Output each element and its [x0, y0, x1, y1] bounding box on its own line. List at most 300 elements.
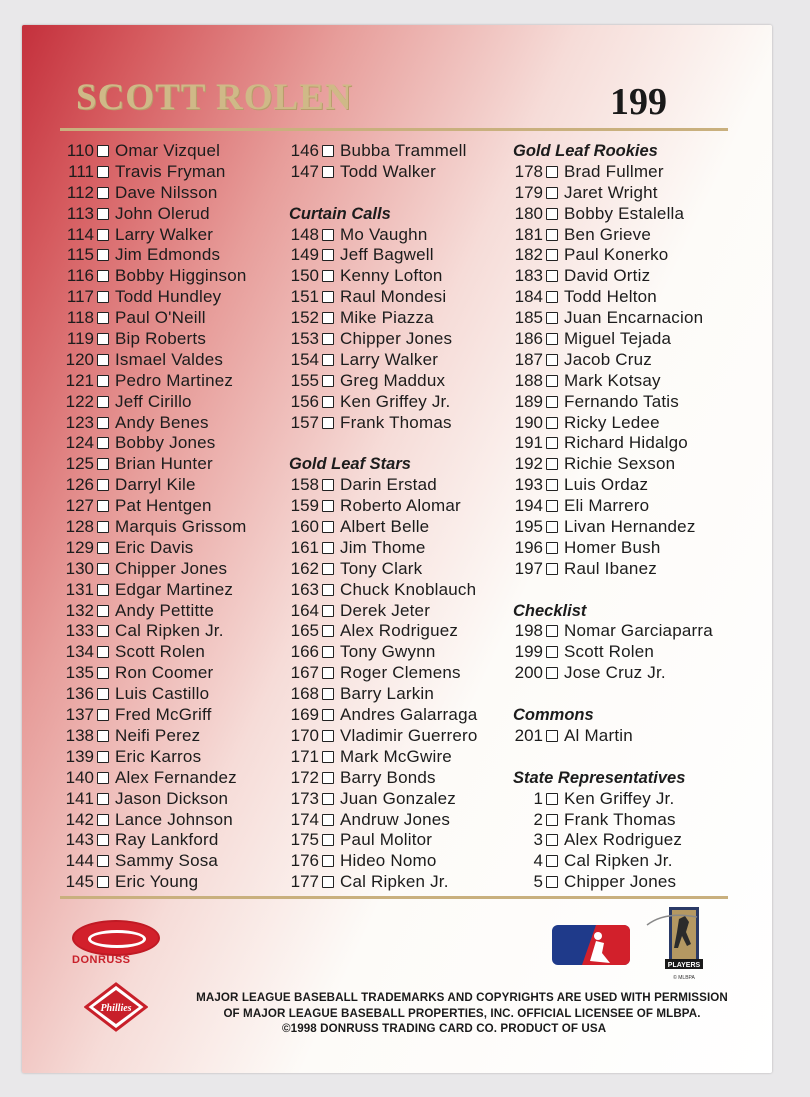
- checkbox[interactable]: [97, 249, 109, 261]
- checkbox[interactable]: [97, 479, 109, 491]
- checkbox[interactable]: [322, 291, 334, 303]
- card-entry-number: 116: [66, 266, 94, 286]
- checklist-row: [64, 621, 294, 642]
- checklist-row: [289, 245, 519, 266]
- card-entry-number: 166: [290, 642, 319, 662]
- card-entry-number: 200: [514, 663, 543, 683]
- checklist-row: [64, 433, 294, 454]
- checkbox[interactable]: [97, 605, 109, 617]
- checkbox[interactable]: [322, 646, 334, 658]
- card-entry-number: 191: [514, 433, 543, 453]
- checkbox[interactable]: [546, 375, 558, 387]
- checkbox[interactable]: [97, 500, 109, 512]
- player-entry-name: Eric Davis: [115, 537, 194, 557]
- checkbox[interactable]: [97, 458, 109, 470]
- checkbox[interactable]: [97, 354, 109, 366]
- checklist-row: [289, 663, 519, 684]
- checkbox[interactable]: [546, 437, 558, 449]
- card-entry-number: 173: [290, 788, 319, 808]
- checkbox[interactable]: [97, 229, 109, 241]
- checklist-row: [513, 350, 743, 371]
- card-entry-number: 199: [514, 642, 543, 662]
- card-entry-number: 162: [290, 558, 319, 578]
- mlbpa-players-logo: [645, 905, 717, 983]
- checklist-row: [289, 329, 519, 350]
- checkbox[interactable]: [97, 375, 109, 387]
- checklist-row: [289, 601, 519, 622]
- section-heading: Checklist: [513, 601, 587, 620]
- card-entry-number: 114: [66, 224, 94, 244]
- card-entry-number: 197: [514, 558, 543, 578]
- checkbox[interactable]: [546, 417, 558, 429]
- player-entry-name: Tony Gwynn: [340, 642, 436, 662]
- phillies-script: Phillies: [100, 1003, 132, 1014]
- player-entry-name: Marquis Grissom: [115, 517, 247, 537]
- checklist-row: [64, 371, 294, 392]
- checkbox[interactable]: [322, 563, 334, 575]
- player-entry-name: Travis Fryman: [115, 161, 226, 181]
- card-entry-number: 3: [533, 830, 543, 850]
- checkbox[interactable]: [546, 793, 558, 805]
- checkbox[interactable]: [546, 396, 558, 408]
- checklist-column-2: [289, 141, 519, 893]
- card-entry-number: 152: [290, 308, 319, 328]
- player-entry-name: Roger Clemens: [340, 663, 461, 683]
- checkbox[interactable]: [322, 834, 334, 846]
- card-entry-number: 176: [290, 851, 319, 871]
- card-entry-number: 124: [65, 433, 94, 453]
- checklist-row: [289, 580, 519, 601]
- checkbox[interactable]: [97, 730, 109, 742]
- checklist-row: [64, 580, 294, 601]
- checkbox[interactable]: [97, 625, 109, 637]
- card-entry-number: 170: [290, 725, 319, 745]
- checkbox[interactable]: [97, 793, 109, 805]
- checklist-row: [513, 559, 743, 580]
- checklist-row: [513, 517, 743, 538]
- player-entry-name: Derek Jeter: [340, 600, 431, 620]
- checkbox[interactable]: [546, 270, 558, 282]
- player-entry-name: Larry Walker: [115, 224, 214, 244]
- player-entry-name: Paul Konerko: [564, 245, 669, 265]
- checkbox[interactable]: [97, 876, 109, 888]
- player-entry-name: Scott Rolen: [115, 642, 206, 662]
- checklist-row: [64, 204, 294, 225]
- player-entry-name: Barry Bonds: [340, 767, 436, 787]
- checkbox[interactable]: [322, 625, 334, 637]
- card-entry-number: 122: [65, 391, 94, 411]
- checkbox[interactable]: [322, 709, 334, 721]
- card-entry-number: 123: [65, 412, 94, 432]
- player-entry-name: Al Martin: [564, 725, 633, 745]
- checklist-column-3: [513, 141, 743, 893]
- checkbox[interactable]: [322, 249, 334, 261]
- checklist-row: [513, 538, 743, 559]
- player-entry-name: Jeff Bagwell: [340, 245, 434, 265]
- card-entry-number: 111: [68, 161, 94, 181]
- player-entry-name: Jeff Cirillo: [115, 391, 192, 411]
- card-entry-number: 195: [514, 517, 543, 537]
- checkbox[interactable]: [322, 396, 334, 408]
- checklist-row: [64, 454, 294, 475]
- card-entry-number: 179: [514, 182, 543, 202]
- checkbox[interactable]: [322, 312, 334, 324]
- checklist-row: [289, 266, 519, 287]
- checklist-row: [513, 621, 743, 642]
- checkbox[interactable]: [97, 688, 109, 700]
- card-entry-number: 113: [66, 203, 94, 223]
- card-entry-number: 183: [514, 266, 543, 286]
- player-entry-name: Eric Karros: [115, 746, 202, 766]
- player-entry-name: Cal Ripken Jr.: [340, 872, 449, 892]
- card-entry-number: 117: [66, 287, 94, 307]
- card-entry-number: 118: [66, 308, 94, 328]
- player-entry-name: Frank Thomas: [564, 809, 676, 829]
- player-entry-name: Miguel Tejada: [564, 329, 672, 349]
- checkbox[interactable]: [546, 312, 558, 324]
- player-entry-name: Mike Piazza: [340, 308, 434, 328]
- card-entry-number: 188: [514, 370, 543, 390]
- section-heading: Gold Leaf Stars: [289, 455, 411, 474]
- checklist-row: [513, 371, 743, 392]
- checklist-row: [513, 308, 743, 329]
- checkbox[interactable]: [322, 270, 334, 282]
- player-entry-name: Roberto Alomar: [340, 496, 461, 516]
- checkbox[interactable]: [546, 834, 558, 846]
- player-entry-name: Andy Pettitte: [115, 600, 214, 620]
- checkbox[interactable]: [322, 584, 334, 596]
- checkbox[interactable]: [546, 333, 558, 345]
- checkbox[interactable]: [97, 563, 109, 575]
- card-entry-number: 127: [65, 496, 94, 516]
- player-entry-name: Bip Roberts: [115, 329, 207, 349]
- checkbox[interactable]: [322, 500, 334, 512]
- checkbox[interactable]: [546, 730, 558, 742]
- checklist-row: [513, 413, 743, 434]
- checkbox[interactable]: [97, 417, 109, 429]
- donruss-wordmark: DONRUSS: [72, 954, 131, 966]
- checklist-row: [64, 308, 294, 329]
- checkbox[interactable]: [97, 542, 109, 554]
- checklist-row: [289, 141, 519, 162]
- donruss-logo: [72, 920, 160, 956]
- card-entry-number: 128: [65, 517, 94, 537]
- checkbox[interactable]: [322, 688, 334, 700]
- card-entry-number: 189: [514, 391, 543, 411]
- checklist-row: [289, 371, 519, 392]
- card-entry-number: 1: [533, 788, 543, 808]
- checkbox[interactable]: [97, 646, 109, 658]
- card-entry-number: 165: [290, 621, 319, 641]
- checkbox[interactable]: [97, 521, 109, 533]
- card-entry-number: 181: [514, 224, 543, 244]
- player-entry-name: Bobby Higginson: [115, 266, 247, 286]
- checklist-row: [289, 559, 519, 580]
- section-heading: Curtain Calls: [289, 204, 391, 223]
- checklist-row: [64, 266, 294, 287]
- checkbox[interactable]: [322, 479, 334, 491]
- card-entry-number: 133: [65, 621, 94, 641]
- card-entry-number: 192: [514, 454, 543, 474]
- checklist-row: [64, 851, 294, 872]
- checklist-row: [513, 287, 743, 308]
- checkbox[interactable]: [322, 667, 334, 679]
- checkbox[interactable]: [97, 291, 109, 303]
- card-entry-number: 147: [290, 161, 319, 181]
- card-entry-number: 164: [290, 600, 319, 620]
- player-entry-name: Ken Griffey Jr.: [564, 788, 675, 808]
- checklist-row: [64, 350, 294, 371]
- player-entry-name: Juan Gonzalez: [340, 788, 457, 808]
- checklist-row: [64, 183, 294, 204]
- player-entry-name: Jim Thome: [340, 537, 426, 557]
- checkbox[interactable]: [97, 667, 109, 679]
- checklist-row: [64, 392, 294, 413]
- checklist-row: [289, 684, 519, 705]
- player-entry-name: Raul Ibanez: [564, 558, 657, 578]
- checkbox[interactable]: [322, 855, 334, 867]
- checklist-row: [64, 705, 294, 726]
- checkbox[interactable]: [546, 876, 558, 888]
- card-entry-number: 180: [514, 203, 543, 223]
- section-spacer: [513, 684, 743, 705]
- player-entry-name: Jason Dickson: [115, 788, 229, 808]
- player-entry-name: Mark Kotsay: [564, 370, 661, 390]
- player-entry-name: Ron Coomer: [115, 663, 214, 683]
- player-entry-name: Alex Rodriguez: [340, 621, 459, 641]
- checkbox[interactable]: [97, 814, 109, 826]
- card-entry-number: 138: [65, 725, 94, 745]
- checklist-row: [513, 830, 743, 851]
- checklist-row: [64, 141, 294, 162]
- checkbox[interactable]: [546, 291, 558, 303]
- checklist-row: [64, 517, 294, 538]
- section-spacer: [513, 747, 743, 768]
- player-entry-name: Mark McGwire: [340, 746, 452, 766]
- checklist-row: [289, 475, 519, 496]
- checkbox[interactable]: [322, 417, 334, 429]
- checkbox[interactable]: [322, 814, 334, 826]
- checkbox[interactable]: [97, 855, 109, 867]
- checklist-row: [513, 433, 743, 454]
- checklist-row: [289, 621, 519, 642]
- player-entry-name: Luis Castillo: [115, 684, 210, 704]
- card-entry-number: 187: [514, 349, 543, 369]
- player-entry-name: Cal Ripken Jr.: [564, 851, 673, 871]
- card-entry-number: 153: [290, 329, 319, 349]
- checkbox[interactable]: [322, 730, 334, 742]
- checkbox[interactable]: [546, 542, 558, 554]
- checklist-row: [513, 642, 743, 663]
- checkbox[interactable]: [97, 396, 109, 408]
- checkbox[interactable]: [546, 563, 558, 575]
- card-entry-number: 169: [290, 705, 319, 725]
- checkbox[interactable]: [322, 751, 334, 763]
- player-entry-name: Jacob Cruz: [564, 349, 652, 369]
- checklist-row: [289, 392, 519, 413]
- checkbox[interactable]: [97, 145, 109, 157]
- player-entry-name: Dave Nilsson: [115, 182, 218, 202]
- checklist-row: [64, 329, 294, 350]
- checkbox[interactable]: [546, 646, 558, 658]
- checkbox[interactable]: [546, 500, 558, 512]
- checklist-row: [513, 162, 743, 183]
- player-entry-name: Chipper Jones: [340, 329, 453, 349]
- checkbox[interactable]: [97, 709, 109, 721]
- checkbox[interactable]: [97, 333, 109, 345]
- checklist-column-1: [64, 141, 294, 893]
- legal-text: [182, 990, 742, 1037]
- checkbox[interactable]: [97, 166, 109, 178]
- player-entry-name: Sammy Sosa: [115, 851, 219, 871]
- checklist-row: [513, 789, 743, 810]
- card-entry-number: 184: [514, 287, 543, 307]
- checkbox[interactable]: [546, 208, 558, 220]
- checkbox[interactable]: [97, 584, 109, 596]
- player-entry-name: Nomar Garciaparra: [564, 621, 713, 641]
- checkbox[interactable]: [97, 187, 109, 199]
- checklist-row: [513, 454, 743, 475]
- player-entry-name: Livan Hernandez: [564, 517, 696, 537]
- checkbox[interactable]: [322, 354, 334, 366]
- checkbox[interactable]: [322, 521, 334, 533]
- checkbox[interactable]: [546, 229, 558, 241]
- checkbox[interactable]: [322, 145, 334, 157]
- checkbox[interactable]: [546, 667, 558, 679]
- player-entry-name: Kenny Lofton: [340, 266, 443, 286]
- checkbox[interactable]: [546, 249, 558, 261]
- card-number: 199: [610, 81, 667, 123]
- player-entry-name: Barry Larkin: [340, 684, 435, 704]
- card-entry-number: 115: [66, 245, 94, 265]
- section-spacer: [289, 183, 519, 204]
- checklist-row: [289, 287, 519, 308]
- player-entry-name: Paul O'Neill: [115, 308, 206, 328]
- player-entry-name: Ken Griffey Jr.: [340, 391, 451, 411]
- checklist-row: [513, 329, 743, 350]
- player-entry-name: Cal Ripken Jr.: [115, 621, 224, 641]
- player-entry-name: Jaret Wright: [564, 182, 658, 202]
- checkbox[interactable]: [546, 187, 558, 199]
- card-entry-number: 146: [290, 141, 319, 160]
- checkbox[interactable]: [97, 772, 109, 784]
- section-heading: Commons: [513, 706, 594, 725]
- player-entry-name: Scott Rolen: [564, 642, 655, 662]
- checklist-row: [289, 642, 519, 663]
- checkbox[interactable]: [322, 229, 334, 241]
- card-entry-number: 156: [290, 391, 319, 411]
- player-entry-name: Todd Walker: [340, 161, 437, 181]
- player-entry-name: Lance Johnson: [115, 809, 233, 829]
- card-entry-number: 186: [514, 329, 543, 349]
- checkbox[interactable]: [546, 521, 558, 533]
- checklist-row: [64, 287, 294, 308]
- checkbox[interactable]: [546, 625, 558, 637]
- checklist-row: [64, 642, 294, 663]
- checklist-row: [64, 768, 294, 789]
- checkbox[interactable]: [322, 605, 334, 617]
- card-entry-number: 171: [290, 746, 319, 766]
- player-entry-name: Ricky Ledee: [564, 412, 660, 432]
- card-entry-number: 150: [290, 266, 319, 286]
- player-entry-name: Homer Bush: [564, 537, 661, 557]
- player-entry-name: Albert Belle: [340, 517, 430, 537]
- checkbox[interactable]: [546, 479, 558, 491]
- checklist-row: [513, 851, 743, 872]
- checklist-row: [64, 726, 294, 747]
- checkbox[interactable]: [322, 166, 334, 178]
- checkbox[interactable]: [322, 542, 334, 554]
- legal-line-3: ©1998 DONRUSS TRADING CARD CO. PRODUCT OF USA: [282, 1022, 607, 1035]
- card-entry-number: 196: [514, 537, 543, 557]
- checklist-row: [513, 266, 743, 287]
- checklist-row: [64, 872, 294, 893]
- checkbox[interactable]: [97, 208, 109, 220]
- checkbox[interactable]: [546, 814, 558, 826]
- checkbox[interactable]: [546, 855, 558, 867]
- checklist-row: [289, 517, 519, 538]
- card-entry-number: 137: [65, 705, 94, 725]
- player-entry-name: Mo Vaughn: [340, 224, 428, 244]
- mlbpa-copyright: © MLBPA: [673, 975, 695, 981]
- player-entry-name: Raul Mondesi: [340, 287, 447, 307]
- checkbox[interactable]: [322, 772, 334, 784]
- checklist-row: [513, 225, 743, 246]
- checkbox[interactable]: [322, 793, 334, 805]
- card-entry-number: 143: [65, 830, 94, 850]
- checklist-row: [64, 601, 294, 622]
- card-entry-number: 154: [290, 349, 319, 369]
- card-entry-number: 120: [65, 349, 94, 369]
- card-entry-number: 4: [533, 851, 543, 871]
- checkbox[interactable]: [546, 458, 558, 470]
- checklist-row: [64, 496, 294, 517]
- player-name: SCOTT ROLEN: [76, 77, 353, 118]
- checkbox[interactable]: [322, 375, 334, 387]
- checklist-row: [289, 308, 519, 329]
- card-entry-number: 131: [65, 579, 94, 599]
- player-entry-name: Luis Ordaz: [564, 475, 649, 495]
- card-entry-number: 126: [65, 475, 94, 495]
- checkbox[interactable]: [97, 834, 109, 846]
- card-entry-number: 185: [514, 308, 543, 328]
- checklist-row: [513, 810, 743, 831]
- card-entry-number: 121: [65, 370, 94, 390]
- checkbox[interactable]: [546, 166, 558, 178]
- checklist-row: [289, 538, 519, 559]
- checklist-row: [513, 392, 743, 413]
- checklist-row: [289, 851, 519, 872]
- checklist-row: [289, 413, 519, 434]
- checkbox[interactable]: [97, 437, 109, 449]
- checkbox[interactable]: [97, 312, 109, 324]
- checklist-row: [64, 475, 294, 496]
- checklist-row: [289, 162, 519, 183]
- checkbox[interactable]: [322, 876, 334, 888]
- card-entry-number: 119: [66, 329, 94, 349]
- checklist-row: [289, 705, 519, 726]
- checkbox[interactable]: [322, 333, 334, 345]
- card-entry-number: 144: [65, 851, 94, 871]
- checkbox[interactable]: [97, 751, 109, 763]
- checklist-row: [513, 726, 743, 747]
- card-entry-number: 5: [533, 872, 543, 892]
- card-entry-number: 194: [514, 496, 543, 516]
- checkbox[interactable]: [97, 270, 109, 282]
- checkbox[interactable]: [546, 354, 558, 366]
- card-entry-number: 174: [290, 809, 319, 829]
- player-entry-name: Fernando Tatis: [564, 391, 679, 411]
